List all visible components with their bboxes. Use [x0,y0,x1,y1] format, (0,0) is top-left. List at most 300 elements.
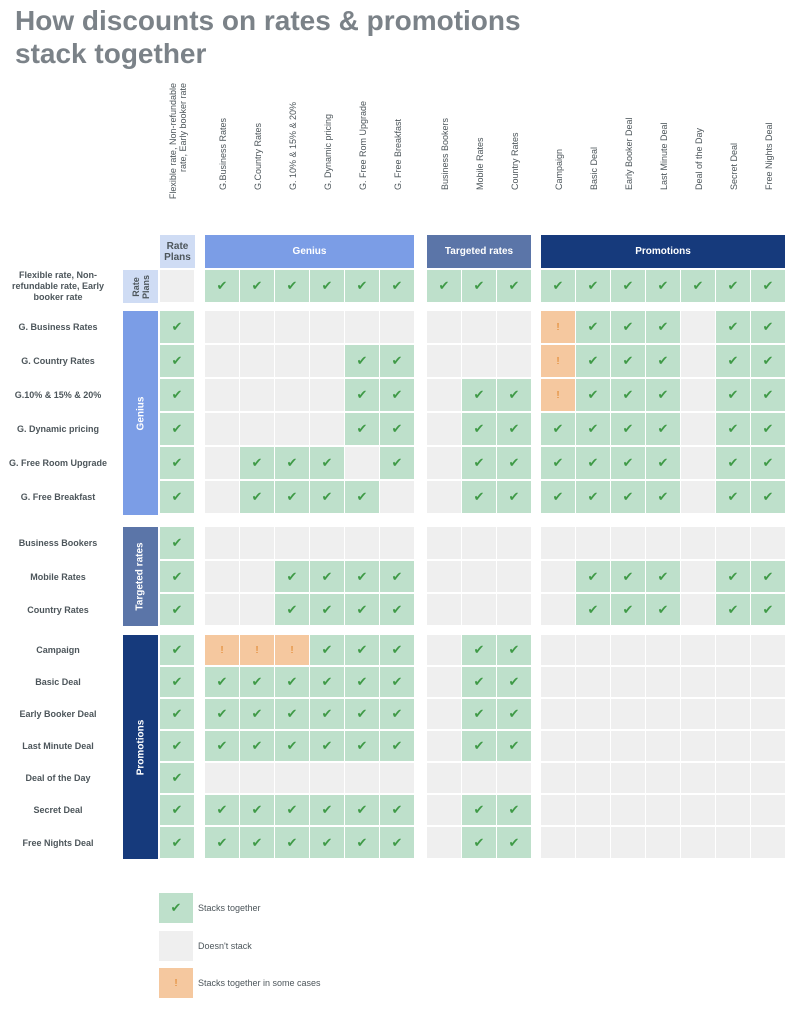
matrix-cell [751,413,785,445]
matrix-cell [611,635,645,665]
matrix-cell [541,667,575,697]
matrix-cell [427,481,461,513]
matrix-cell [427,594,461,625]
check-icon: ✔ [321,489,333,504]
matrix-cell [380,827,414,858]
check-icon: ✔ [391,802,403,817]
matrix-cell [681,527,715,559]
matrix-cell [716,413,750,445]
check-icon: ✔ [587,489,599,504]
matrix-cell [716,699,750,729]
check-icon: ✔ [356,421,368,436]
matrix-cell [380,561,414,592]
matrix-cell [716,527,750,559]
promotions-side-header: Promotions [123,635,158,859]
matrix-cell [240,594,274,625]
matrix-cell [646,594,680,625]
check-icon: ✔ [727,455,739,470]
matrix-cell [205,699,239,729]
check-icon: ✔ [473,489,485,504]
matrix-cell [462,699,496,729]
matrix-cell [462,763,496,793]
matrix-cell [380,379,414,411]
matrix-cell [497,527,531,559]
matrix-cell [497,345,531,377]
row-label: Secret Deal [33,805,83,815]
empty-cell [160,270,194,302]
matrix-cell [462,481,496,513]
check-icon: ✔ [587,387,599,402]
check-icon: ✔ [251,278,263,293]
matrix-cell [681,270,715,302]
matrix-cell [275,795,309,825]
matrix-cell [462,635,496,665]
matrix-cell [646,413,680,445]
check-icon: ✔ [216,674,228,689]
matrix-cell [751,379,785,411]
matrix-cell [541,635,575,665]
matrix-cell [205,379,239,411]
matrix-cell [345,827,379,858]
matrix-cell [716,311,750,343]
matrix-cell [240,270,274,302]
check-icon: ✔ [508,706,520,721]
matrix-cell [462,270,496,302]
check-icon: ✔ [286,802,298,817]
matrix-cell [205,345,239,377]
column-header: Deal of the Day [693,127,704,190]
matrix-cell [462,413,496,445]
matrix-cell [380,345,414,377]
matrix-cell [611,561,645,592]
matrix-cell [205,635,239,665]
matrix-cell [427,413,461,445]
check-icon: ✔ [286,601,298,617]
matrix-cell [160,527,194,559]
matrix-cell [716,481,750,513]
check-icon: ✔ [171,387,183,402]
check-icon: ✔ [171,706,183,721]
matrix-cell [751,827,785,858]
exclamation-icon: ! [556,389,560,401]
row-label: Country Rates [27,604,89,615]
matrix-cell [345,447,379,479]
row-label: G. Business Rates [18,322,98,332]
matrix-cell [497,763,531,793]
matrix-cell [646,270,680,302]
matrix-cell [310,731,344,761]
matrix-cell [240,481,274,513]
check-icon: ✔ [692,278,704,293]
matrix-cell [681,561,715,592]
matrix-cell [380,447,414,479]
check-icon: ✔ [657,421,669,436]
check-icon: ✔ [216,278,228,293]
matrix-cell [345,527,379,559]
matrix-cell [497,731,531,761]
matrix-cell [345,795,379,825]
matrix-cell [345,561,379,592]
matrix-cell [160,731,194,761]
row-label: G. Free Room Upgrade [8,458,107,468]
check-icon: ✔ [508,387,520,402]
column-header: Business Bookers [439,117,450,190]
check-icon: ✔ [171,802,183,817]
matrix-cell [611,827,645,858]
check-icon: ✔ [321,568,333,584]
matrix-cell [716,270,750,302]
matrix-cell [427,270,461,302]
matrix-cell [462,594,496,625]
row-label: Flexible rate, Non-refundable rate, Early booker rate [11,270,105,302]
matrix-cell [497,827,531,858]
matrix-cell [380,311,414,343]
matrix-cell [611,667,645,697]
check-icon: ✔ [286,489,298,504]
check-icon: ✔ [216,802,228,817]
matrix-cell [345,763,379,793]
matrix-cell [716,447,750,479]
check-icon: ✔ [762,353,774,368]
matrix-cell [681,413,715,445]
matrix-cell [576,270,610,302]
check-icon: ✔ [762,601,774,617]
check-icon: ✔ [251,674,263,689]
matrix-cell [380,635,414,665]
check-icon: ✔ [508,802,520,817]
check-icon: ✔ [762,421,774,436]
matrix-cell [240,379,274,411]
check-icon: ✔ [391,738,403,753]
check-icon: ✔ [587,421,599,436]
column-header: G.Business Rates [217,117,228,190]
check-icon: ✔ [473,278,485,293]
matrix-cell [611,795,645,825]
legend-label: Doesn't stack [198,941,252,951]
matrix-cell [646,795,680,825]
matrix-cell [240,413,274,445]
check-icon: ✔ [657,353,669,368]
matrix-cell [427,527,461,559]
column-header: Campaign [553,148,564,190]
row-label: G. Free Breakfast [20,492,96,502]
check-icon: ✔ [391,706,403,721]
check-icon: ✔ [622,568,634,584]
matrix-cell [205,795,239,825]
exclamation-icon: ! [290,644,294,656]
matrix-cell [541,699,575,729]
check-icon: ✔ [622,319,634,334]
matrix-cell [611,270,645,302]
check-icon: ✔ [356,353,368,368]
matrix-cell [462,731,496,761]
column-header: Flexible rate, Non-refundable rate, Early booker rate [167,83,188,200]
matrix-cell [751,561,785,592]
matrix-cell [205,270,239,302]
matrix-cell [681,594,715,625]
check-icon: ✔ [473,706,485,721]
check-icon: ✔ [171,738,183,753]
matrix-cell [497,413,531,445]
matrix-cell [275,594,309,625]
matrix-cell [310,379,344,411]
matrix-cell [716,731,750,761]
legend-label: Stacks together in some cases [198,978,321,988]
matrix-cell [310,481,344,513]
matrix-cell [576,635,610,665]
matrix-cell [541,731,575,761]
check-icon: ✔ [587,278,599,293]
matrix-cell [310,447,344,479]
check-icon: ✔ [286,674,298,689]
check-icon: ✔ [391,387,403,402]
matrix-cell [541,345,575,377]
check-icon: ✔ [587,455,599,470]
matrix-cell [310,311,344,343]
matrix-cell [427,311,461,343]
matrix-cell [462,561,496,592]
matrix-cell [541,311,575,343]
matrix-cell [576,795,610,825]
check-icon: ✔ [286,706,298,721]
matrix-cell [541,561,575,592]
check-icon: ✔ [473,421,485,436]
matrix-cell [646,481,680,513]
matrix-cell [576,763,610,793]
matrix-cell [576,667,610,697]
check-icon: ✔ [216,706,228,721]
column-header: Basic Deal [588,146,599,190]
check-icon: ✔ [356,738,368,753]
matrix-cell [380,795,414,825]
matrix-cell [345,270,379,302]
matrix-cell [160,763,194,793]
check-icon: ✔ [171,642,183,657]
matrix-cell [646,763,680,793]
check-icon: ✔ [171,489,183,504]
promotions-header: Promotions [541,235,785,268]
matrix-cell [380,594,414,625]
exclamation-icon: ! [556,321,560,333]
matrix-cell [275,667,309,697]
check-icon: ✔ [391,642,403,657]
check-icon: ✔ [391,421,403,436]
matrix-cell [611,311,645,343]
matrix-cell [681,635,715,665]
matrix-cell [541,594,575,625]
check-icon: ✔ [508,489,520,504]
check-icon: ✔ [473,455,485,470]
matrix-cell [576,827,610,858]
matrix-cell [611,447,645,479]
check-icon: ✔ [171,568,183,584]
check-icon: ✔ [251,834,263,850]
matrix-cell [576,345,610,377]
matrix-cell [160,447,194,479]
matrix-cell [427,763,461,793]
matrix-cell [240,561,274,592]
legend-swatch [159,931,193,961]
check-icon: ✔ [321,278,333,293]
matrix-cell [345,594,379,625]
matrix-cell [681,827,715,858]
matrix-cell [716,667,750,697]
matrix-cell [646,311,680,343]
matrix-cell [345,699,379,729]
matrix-cell [541,763,575,793]
check-icon: ✔ [356,601,368,617]
matrix-cell [646,699,680,729]
matrix-cell [751,667,785,697]
matrix-cell [497,379,531,411]
matrix-cell [160,635,194,665]
matrix-cell [681,667,715,697]
matrix-cell [310,827,344,858]
column-header: Mobile Rates [474,137,485,190]
matrix-cell [751,731,785,761]
matrix-cell [205,311,239,343]
matrix-cell [576,311,610,343]
check-icon: ✔ [727,568,739,584]
matrix-cell [240,699,274,729]
matrix-cell [160,594,194,625]
check-icon: ✔ [321,738,333,753]
matrix-cell [427,447,461,479]
check-icon: ✔ [321,834,333,850]
check-icon: ✔ [356,674,368,689]
check-icon: ✔ [622,278,634,293]
row-label: Business Bookers [18,538,98,548]
exclamation-icon: ! [220,644,224,656]
matrix-cell [541,447,575,479]
check-icon: ✔ [391,834,403,850]
matrix-cell [716,561,750,592]
matrix-cell [205,763,239,793]
matrix-cell [205,413,239,445]
matrix-cell [205,447,239,479]
matrix-cell [160,667,194,697]
matrix-cell [541,827,575,858]
matrix-cell [681,379,715,411]
matrix-cell [240,763,274,793]
check-icon: ✔ [286,568,298,584]
matrix-cell [275,827,309,858]
matrix-cell [160,561,194,592]
matrix-cell [576,527,610,559]
column-header: G.Country Rates [252,122,263,190]
check-icon: ✔ [251,455,263,470]
matrix-cell [380,270,414,302]
check-icon: ✔ [171,455,183,470]
matrix-cell [345,311,379,343]
matrix-cell [497,311,531,343]
matrix-cell [310,345,344,377]
matrix-cell [275,447,309,479]
check-icon: ✔ [251,738,263,753]
matrix-cell [205,561,239,592]
matrix-cell [345,345,379,377]
matrix-cell [160,481,194,513]
matrix-cell [240,667,274,697]
matrix-cell [427,561,461,592]
matrix-cell [275,311,309,343]
check-icon: ✔ [391,674,403,689]
check-icon: ✔ [321,706,333,721]
matrix-cell [576,447,610,479]
matrix-cell [541,795,575,825]
matrix-cell [310,667,344,697]
matrix-cell [275,270,309,302]
matrix-cell [681,731,715,761]
rate-plans-side-header: Rate Plans [123,270,158,303]
matrix-cell [160,345,194,377]
matrix-cell [462,379,496,411]
check-icon: ✔ [473,834,485,850]
matrix-cell [275,481,309,513]
matrix-cell [275,345,309,377]
matrix-cell [205,667,239,697]
matrix-cell [681,345,715,377]
matrix-cell [646,379,680,411]
check-icon: ✔ [727,601,739,617]
matrix-cell [611,481,645,513]
check-icon: ✔ [251,489,263,504]
check-icon: ✔ [473,387,485,402]
check-icon: ✔ [727,387,739,402]
matrix-cell [427,699,461,729]
matrix-cell [576,379,610,411]
check-icon: ✔ [171,674,183,689]
matrix-cell [541,379,575,411]
check-icon: ✔ [657,319,669,334]
matrix-cell [576,699,610,729]
check-icon: ✔ [508,421,520,436]
row-label: Last Minute Deal [22,741,94,751]
column-header: Last Minute Deal [658,122,669,190]
matrix-cell [310,763,344,793]
check-icon: ✔ [508,738,520,753]
check-icon: ✔ [508,455,520,470]
matrix-cell [462,345,496,377]
check-icon: ✔ [552,489,564,504]
check-icon: ✔ [356,278,368,293]
check-icon: ✔ [286,455,298,470]
genius-header: Genius [205,235,414,268]
matrix-cell [160,827,194,858]
matrix-cell [427,795,461,825]
matrix-cell [751,311,785,343]
matrix-cell [427,667,461,697]
matrix-cell [380,731,414,761]
matrix-cell [240,827,274,858]
matrix-cell [345,379,379,411]
check-icon: ✔ [727,489,739,504]
matrix-cell [275,413,309,445]
matrix-cell [380,413,414,445]
matrix-cell [751,635,785,665]
matrix-cell [275,699,309,729]
check-icon: ✔ [657,568,669,584]
check-icon: ✔ [391,568,403,584]
matrix-cell [380,763,414,793]
check-icon: ✔ [727,278,739,293]
column-header: Secret Deal [728,142,739,190]
matrix-cell [205,827,239,858]
check-icon: ✔ [762,278,774,293]
rate-plans-header: Rate Plans [160,235,195,268]
matrix-cell [716,345,750,377]
matrix-cell [240,311,274,343]
